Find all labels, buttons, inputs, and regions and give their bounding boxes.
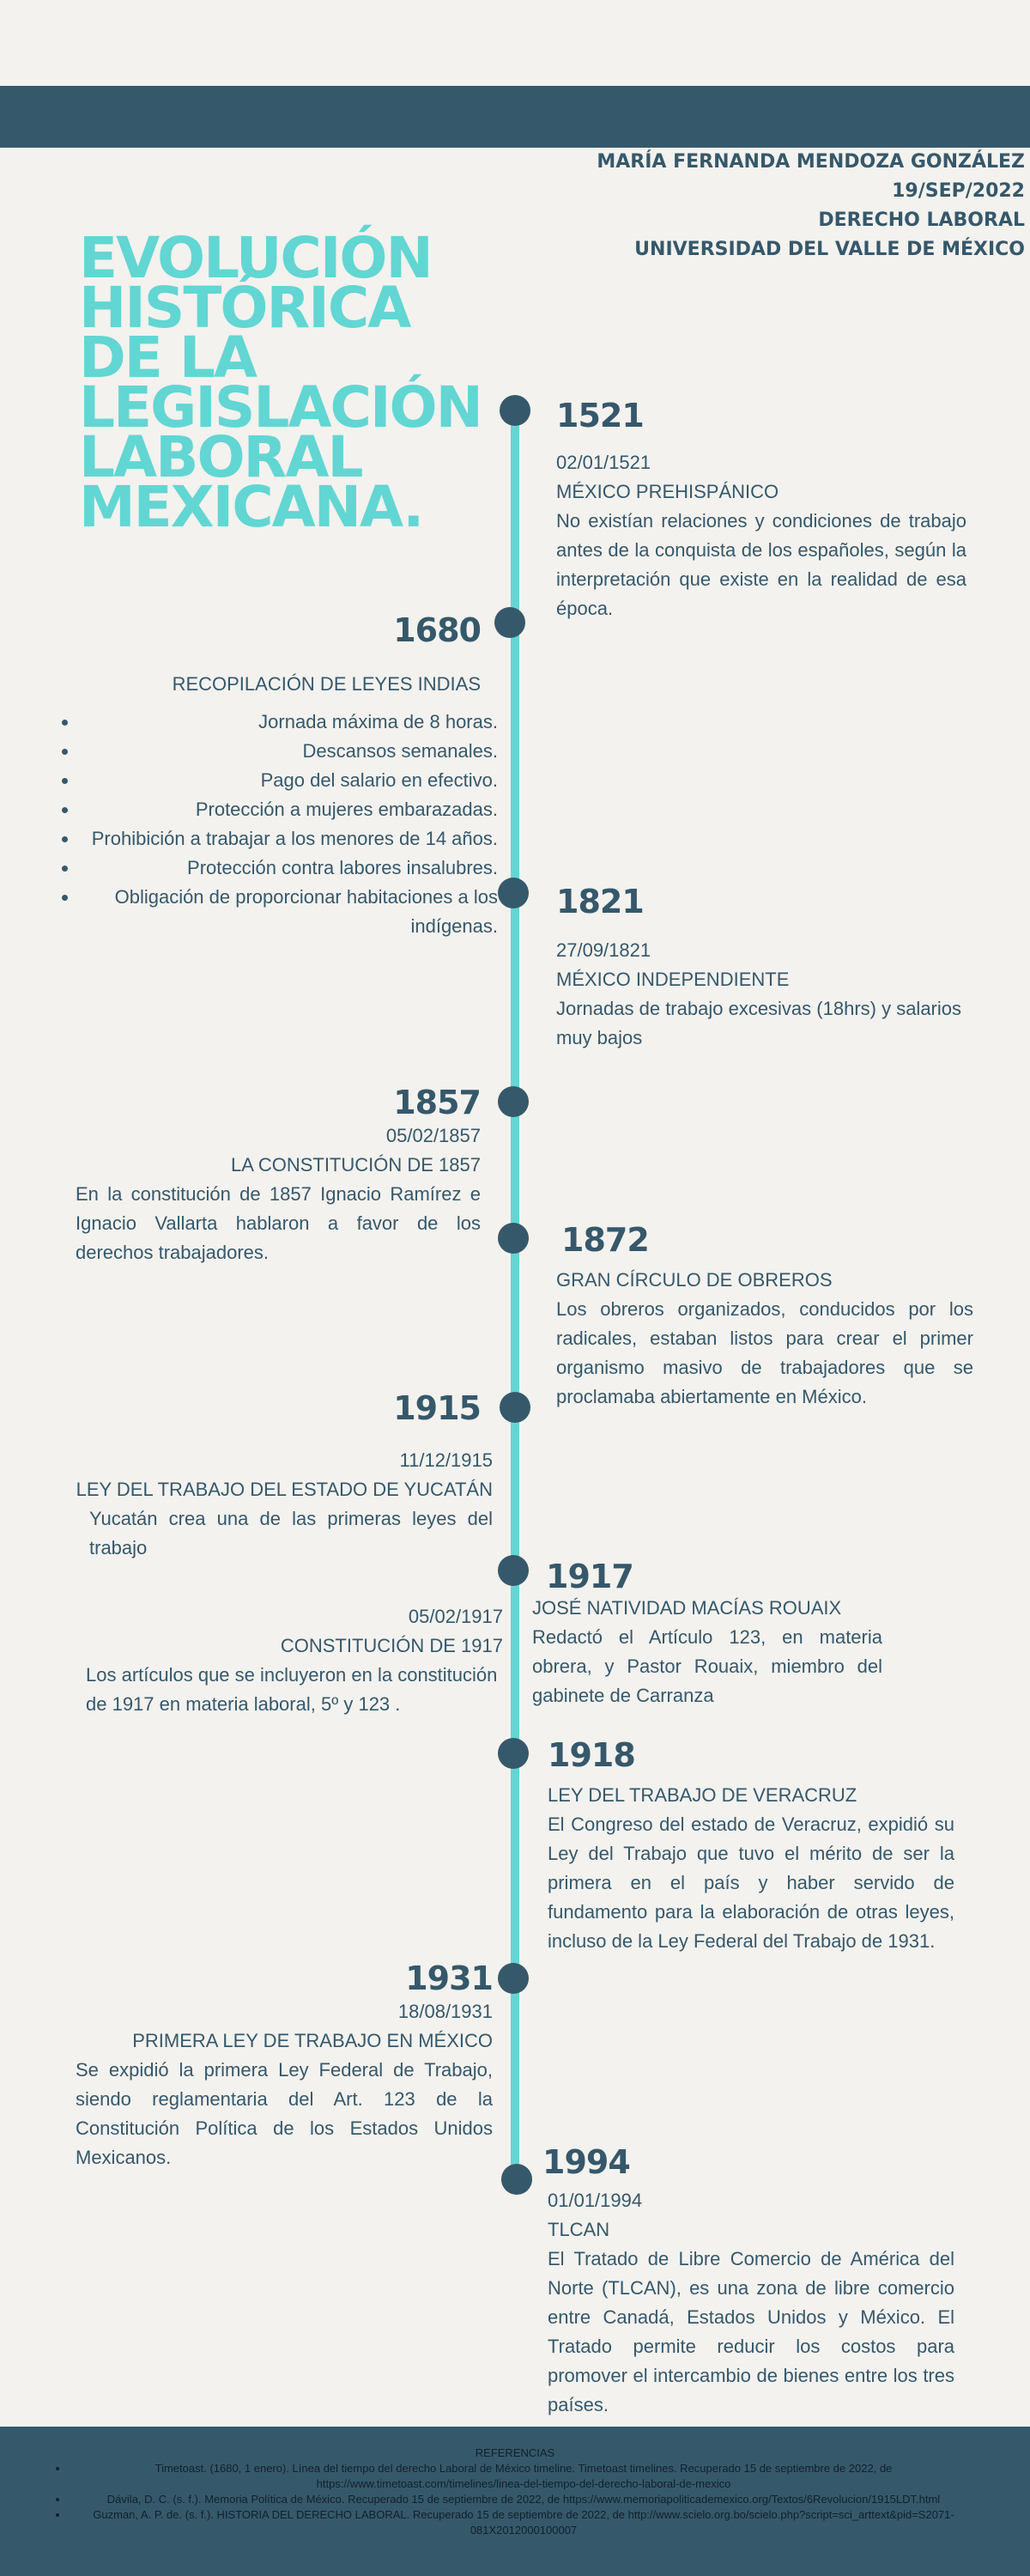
event-year-1917: 1917: [546, 1558, 633, 1595]
reference-item: • Guzman, A. P. de. (s. f.). HISTORIA DEL DERECHO LABORAL. Recuperado 15 de septiembre de 2022, de http://www.scielo.org.bo/scielo.php?script=sci_arttext&pid=S2071-081X2012000100007: [69, 2507, 978, 2538]
timeline-dot-1917: [498, 1555, 529, 1586]
event-date-1857: 05/02/1857: [385, 1125, 481, 1146]
event-heading-1872: GRAN CÍRCULO DE OBREROS: [556, 1269, 833, 1291]
event-text-1917-constitucion: Los artículos que se incluyeron en la constitución de 1917 en materia laboral, 5º y 123 .: [86, 1664, 498, 1715]
reference-item: • Timetoast. (1680, 1 enero). Línea del tiempo del derecho Laboral de México timeline. Timetoast timelines. Recuperado 15 de septiembre de 2022, de https://www.timetoast.com/timelines/linea-del-tiempo-del-derecho-laboral-de-mexico: [69, 2461, 978, 2492]
event-text-1872: Los obreros organizados, conducidos por los radicales, estaban listos para crear el primer organismo masivo de trabajadores que se proclamaba abiertamente en México.: [556, 1298, 973, 1407]
event-text-1857: En la constitución de 1857 Ignacio Ramírez e Ignacio Vallarta hablaron a favor de los derechos trabajadores.: [76, 1183, 481, 1263]
course-name: DERECHO LABORAL: [818, 210, 1025, 231]
title-line: EVOLUCIÓN: [79, 225, 432, 291]
list-item: • Jornada máxima de 8 horas.: [79, 708, 498, 737]
timeline-dot-1994: [501, 2164, 532, 2195]
header-bar: [0, 86, 1030, 148]
event-year-1521: 1521: [556, 397, 644, 434]
event-heading-1521: MÉXICO PREHISPÁNICO: [556, 481, 779, 502]
list-item: • Pago del salario en efectivo.: [79, 766, 498, 795]
title-line: HISTÓRICA: [79, 275, 410, 341]
event-year-1931: 1931: [405, 1959, 493, 1997]
event-year-1918: 1918: [548, 1736, 635, 1774]
event-heading-1857: LA CONSTITUCIÓN DE 1857: [231, 1154, 481, 1176]
event-year-1821: 1821: [556, 883, 644, 920]
timeline-dot-1915: [500, 1392, 530, 1423]
page-title: [79, 225, 482, 540]
references-list: [0, 2461, 1030, 2538]
author-block: [424, 148, 1025, 264]
event-date-1821: 27/09/1821: [556, 939, 651, 961]
event-year-1915: 1915: [393, 1389, 481, 1427]
reference-item: • Dávila, D. C. (s. f.). Memoria Política de México. Recuperado 15 de septiembre de 2022, de https://www.memoriapoliticademexico.org/Textos/6Revolucion/1915LDT.html: [69, 2492, 978, 2507]
author-date: 19/SEP/2022: [892, 180, 1025, 202]
university-name: UNIVERSIDAD DEL VALLE DE MÉXICO: [634, 239, 1025, 260]
timeline-dot-1857: [498, 1086, 529, 1117]
title-line: MEXICANA.: [79, 474, 423, 540]
event-date-1917: 05/02/1917: [408, 1606, 503, 1627]
timeline-dot-1931: [498, 1963, 529, 1994]
list-item: • Protección a mujeres embarazadas.: [79, 795, 498, 824]
list-item: • Prohibición a trabajar a los menores de 14 años.: [79, 824, 498, 854]
event-text-1915: Yucatán crea una de las primeras leyes del trabajo: [89, 1508, 493, 1558]
event-year-1680: 1680: [393, 611, 481, 649]
timeline-line: [511, 410, 519, 2181]
event-text-1917-macias: Redactó el Artículo 123, en materia obrera, y Pastor Rouaix, miembro del gabinete de Carranza: [532, 1626, 882, 1706]
title-line: LABORAL: [79, 424, 362, 490]
title-line: DE LA: [79, 325, 256, 391]
timeline-dot-1521: [500, 395, 530, 426]
laws-list-1680: [62, 708, 498, 941]
timeline-dot-1872: [498, 1223, 529, 1254]
event-heading-1918: LEY DEL TRABAJO DE VERACRUZ: [548, 1784, 857, 1806]
event-heading-1915: LEY DEL TRABAJO DEL ESTADO DE YUCATÁN: [76, 1479, 493, 1500]
list-item: • Descansos semanales.: [79, 737, 498, 766]
event-date-1994: 01/01/1994: [548, 2190, 643, 2211]
event-text-1931: Se expidió la primera Ley Federal de Trabajo, siendo reglamentaria del Art. 123 de la Constitución Política de los Estados Unidos Mexicanos.: [76, 2059, 493, 2168]
event-heading-1917-constitucion: CONSTITUCIÓN DE 1917: [280, 1635, 503, 1656]
references-footer: [0, 2427, 1030, 2576]
event-year-1994: 1994: [542, 2143, 630, 2181]
list-item: • Obligación de proporcionar habitaciones a los indígenas.: [79, 883, 498, 941]
event-heading-1931: PRIMERA LEY DE TRABAJO EN MÉXICO: [132, 2030, 493, 2051]
event-text-1821: Jornadas de trabajo excesivas (18hrs) y salarios muy bajos: [556, 998, 962, 1048]
event-heading-1917-macias: JOSÉ NATIVIDAD MACÍAS ROUAIX: [532, 1597, 842, 1619]
event-text-1994: El Tratado de Libre Comercio de América del Norte (TLCAN), es una zona de libre comercio entre Canadá, Estados Unidos y México. El Tratado permite reducir los costos para promover el intercambio de bienes entre los tres países.: [548, 2248, 954, 2415]
timeline-dot-1821: [498, 878, 529, 908]
event-date-1931: 18/08/1931: [397, 2001, 493, 2022]
event-date-1915: 11/12/1915: [399, 1449, 493, 1471]
event-text-1918: El Congreso del estado de Veracruz, expidió su Ley del Trabajo que tuvo el mérito de ser la primera en el país y haber servido de fundamento para la elaboración de otras leyes, incluso de la Ley Federal del Trabajo de 1931.: [548, 1814, 954, 1952]
event-year-1872: 1872: [561, 1221, 649, 1259]
event-year-1857: 1857: [393, 1084, 481, 1121]
event-heading-1821: MÉXICO INDEPENDIENTE: [556, 969, 790, 990]
event-text-1521: No existían relaciones y condiciones de trabajo antes de la conquista de los españoles, según la interpretación que existe en la realidad de esa época.: [556, 510, 966, 619]
event-date-1521: 02/01/1521: [556, 452, 651, 473]
title-line: LEGISLACIÓN: [79, 374, 482, 440]
timeline-dot-1918: [498, 1738, 529, 1769]
event-heading-1680: RECOPILACIÓN DE LEYES INDIAS: [172, 673, 481, 695]
event-heading-1994: TLCAN: [548, 2219, 610, 2240]
references-title: REFERENCIAS: [475, 2446, 555, 2459]
timeline-dot-1680: [494, 607, 525, 638]
list-item: • Protección contra labores insalubres.: [79, 854, 498, 883]
author-name: MARÍA FERNANDA MENDOZA GONZÁLEZ: [597, 151, 1025, 173]
